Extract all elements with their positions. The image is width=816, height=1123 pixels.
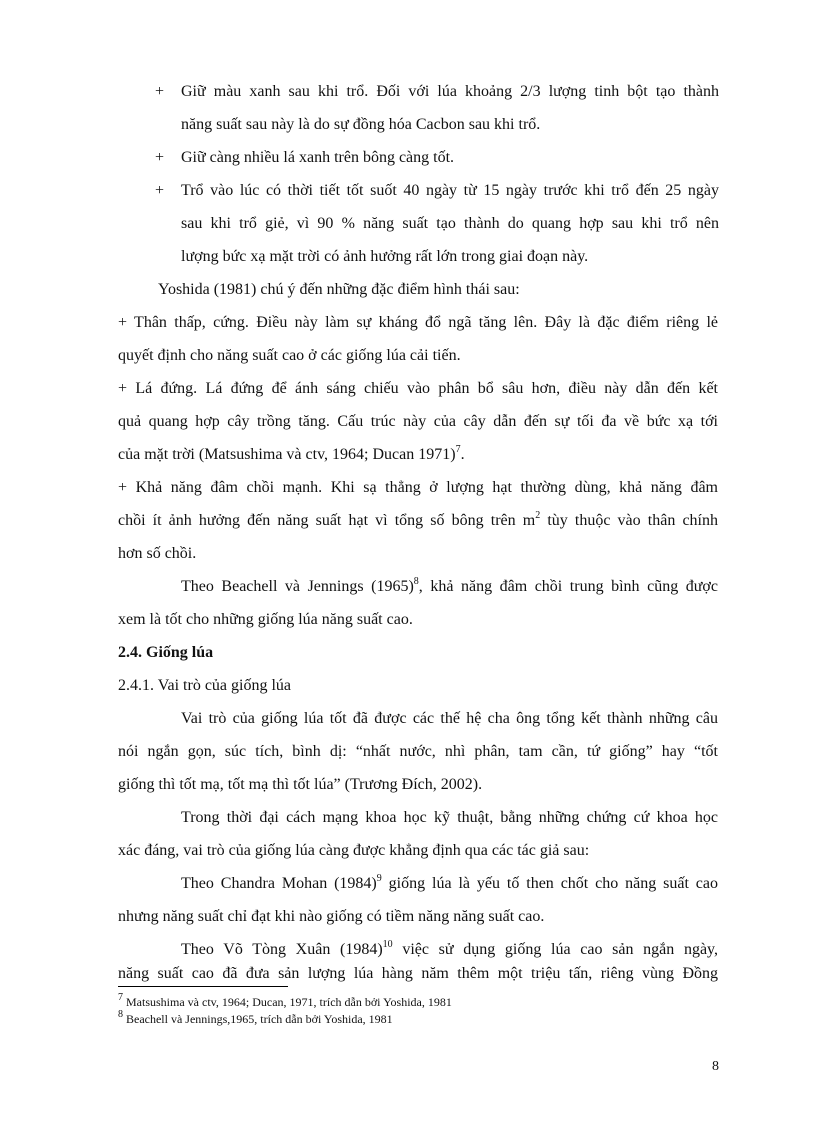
footnote-ref-8: 8 bbox=[413, 575, 419, 587]
bullet-1-line-2: năng suất sau này là do sự đồng hóa Cacbon sau khi trổ. bbox=[181, 116, 541, 133]
section-heading: 2.4. Giống lúa bbox=[118, 644, 214, 661]
beachell-line-1: Theo Beachell và Jennings $(1965)^8$, khả năng đâm chồi trung bình cũng được bbox=[181, 575, 718, 595]
footnote-8: $^8$ Beachell và Jennings,1965, trích dẫn bởi Yoshida, 1981 bbox=[118, 1009, 393, 1026]
chandra-line-1: Theo Chandra Mohan $(1984)^9$ giống lúa là yếu tố then chốt cho năng suất cao bbox=[181, 872, 719, 892]
beachell-line-2: xem là tốt cho những giống lúa năng suất cao. bbox=[118, 611, 413, 628]
trait-2-line-3: của mặt trời (Matsushima và ctv, 1964; Ducan 1971)$^7$. bbox=[118, 443, 465, 463]
trait-3-line-3: hơn số chồi. bbox=[118, 545, 197, 562]
bullet-1-line-1: Giữ màu xanh sau khi trổ. Đối với lúa khoảng 2/3 lượng tinh bột tạo thành bbox=[181, 83, 719, 100]
trait-3-line-1: + Khả năng đâm chồi mạnh. Khi sạ thẳng ở lượng hạt thường dùng, khả năng đâm bbox=[118, 479, 718, 496]
trait-1-line-2: quyết định cho năng suất cao ở các giống lúa cải tiến. bbox=[118, 347, 461, 364]
footnote-ref-10: 10 bbox=[382, 938, 393, 950]
role-line-3: giống thì tốt mạ, tốt mạ thì tốt lúa” (Trương Đích, 2002). bbox=[118, 776, 483, 793]
bullet-2-line-1: Giữ càng nhiều lá xanh trên bông càng tốt. bbox=[181, 149, 455, 166]
era-line-2: xác đáng, vai trò của giống lúa càng được khẳng định qua các tác giả sau: bbox=[118, 842, 590, 859]
votong-line-2: năng suất cao đã đưa sản lượng lúa hàng năm thêm một triệu tấn, riêng vùng Đồng bbox=[118, 965, 718, 982]
role-line-2: nói ngắn gọn, súc tích, bình dị: “nhất nước, nhì phân, tam cần, tứ giống” hay “tốt bbox=[118, 743, 718, 760]
bullet-3-line-3: lượng bức xạ mặt trời có ảnh hưởng rất lớn trong giai đoạn này. bbox=[181, 248, 589, 265]
footnote-7: $^7$ Matsushima và ctv, 1964; Ducan, 1971, trích dẫn bởi Yoshida, 1981 bbox=[118, 992, 452, 1009]
bullet-symbol: + bbox=[155, 182, 165, 199]
subsection-heading: 2.4.1. Vai trò của giống lúa bbox=[118, 677, 292, 694]
trait-2-line-1: + Lá đứng. Lá đứng để ánh sáng chiếu vào phân bổ sâu hơn, điều này dẫn đến kết bbox=[118, 380, 718, 397]
era-line-1: Trong thời đại cách mạng khoa học kỹ thuật, bằng những chứng cứ khoa học bbox=[181, 809, 718, 826]
trait-2-line-2: quả quang hợp cây trồng tăng. Cấu trúc này của cây dẫn đến sự tối đa về bức xạ tới bbox=[118, 413, 718, 430]
bullet-symbol: + bbox=[155, 83, 165, 100]
votong-line-1: Theo Võ Tòng Xuân $(1984)^{10}$ việc sử dụng giống lúa cao sản ngắn ngày, bbox=[181, 938, 719, 958]
footnote-ref-7: 7 bbox=[455, 443, 461, 455]
superscript-2: 2 bbox=[535, 509, 541, 521]
trait-3-line-2: chồi ít ảnh hưởng đến năng suất hạt vì tổng số bông trên $m^2$ tùy thuộc vào thân chính bbox=[118, 509, 718, 529]
bullet-symbol: + bbox=[155, 149, 165, 166]
bullet-3-line-1: Trổ vào lúc có thời tiết tốt suốt 40 ngày từ 15 ngày trước khi trổ đến 25 ngày bbox=[181, 182, 719, 199]
chandra-line-2: nhưng năng suất chỉ đạt khi nào giống có tiềm năng năng suất cao. bbox=[118, 908, 545, 925]
footnote-ref-9: 9 bbox=[376, 872, 382, 884]
trait-1-line-1: + Thân thấp, cứng. Điều này làm sự kháng đổ ngã tăng lên. Đây là đặc điểm riêng lẻ bbox=[118, 314, 718, 331]
bullet-3-line-2: sau khi trổ giẻ, vì 90 % năng suất tạo thành do quang hợp sau khi trổ nên bbox=[181, 215, 719, 232]
footnote-separator bbox=[118, 986, 288, 987]
page-number: 8 bbox=[712, 1059, 719, 1074]
role-line-1: Vai trò của giống lúa tốt đã được các thế hệ cha ông tổng kết thành những câu bbox=[181, 710, 718, 727]
yoshida-intro: Yoshida (1981) chú ý đến những đặc điểm hình thái sau: bbox=[158, 281, 520, 298]
